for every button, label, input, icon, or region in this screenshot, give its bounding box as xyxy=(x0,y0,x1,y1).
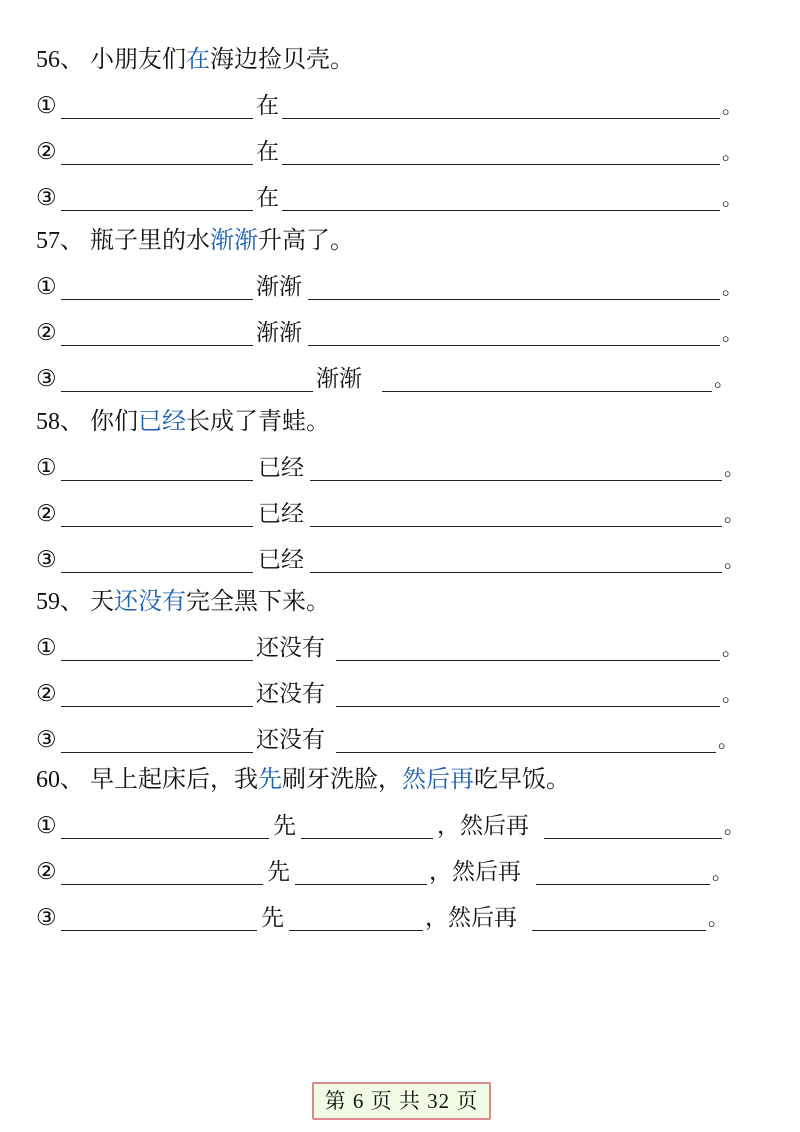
sentence-part: 你们 xyxy=(90,407,138,435)
question-separator: 、 xyxy=(60,587,84,615)
answer-blank[interactable] xyxy=(289,900,423,931)
question-number: 59 xyxy=(36,589,60,615)
end-mark: 。 xyxy=(708,906,728,930)
end-mark: 。 xyxy=(714,367,734,391)
answer-row xyxy=(36,895,776,941)
sentence-part: 天 xyxy=(90,587,114,615)
sentence-part: 刷牙洗脸， xyxy=(282,765,402,793)
circled-number: ② xyxy=(36,501,57,527)
keyword-in-row: 已经 xyxy=(258,547,304,573)
sentence-part: 长成了青蛙。 xyxy=(186,407,330,435)
answer-blank[interactable] xyxy=(310,450,722,481)
keyword-in-row: 在 xyxy=(256,93,279,119)
answer-blank[interactable] xyxy=(532,900,706,931)
circled-number: ③ xyxy=(36,727,57,753)
question-58 xyxy=(36,398,776,583)
keyword: 先 xyxy=(258,765,282,793)
end-mark: 。 xyxy=(718,728,738,752)
end-mark: 。 xyxy=(724,502,744,526)
answer-row xyxy=(36,264,776,310)
end-mark: 。 xyxy=(724,456,744,480)
question-56 xyxy=(36,36,776,221)
circled-number: ③ xyxy=(36,185,57,211)
answer-blank[interactable] xyxy=(61,134,253,165)
question-title xyxy=(36,36,776,83)
answer-blank[interactable] xyxy=(336,676,720,707)
answer-blank[interactable] xyxy=(301,808,433,839)
answer-row xyxy=(36,803,776,849)
answer-blank[interactable] xyxy=(61,88,253,119)
question-title xyxy=(36,578,776,625)
keyword-in-row: ，然后再 xyxy=(437,813,529,839)
answer-blank[interactable] xyxy=(295,854,427,885)
question-number: 56 xyxy=(36,47,60,73)
circled-number: ② xyxy=(36,320,57,346)
question-57 xyxy=(36,217,776,402)
circled-number: ② xyxy=(36,859,57,885)
keyword-in-row: 渐渐 xyxy=(316,366,362,392)
end-mark: 。 xyxy=(722,636,742,660)
keyword-in-row: 还没有 xyxy=(256,681,325,707)
end-mark: 。 xyxy=(722,186,742,210)
answer-blank[interactable] xyxy=(61,900,257,931)
answer-row xyxy=(36,671,776,717)
circled-number: ③ xyxy=(36,547,57,573)
keyword-in-row: 渐渐 xyxy=(256,320,302,346)
question-number: 58 xyxy=(36,409,60,435)
sentence-part: 小朋友们 xyxy=(90,45,186,73)
keyword-in-row: 在 xyxy=(256,139,279,165)
answer-blank[interactable] xyxy=(336,722,716,753)
circled-number: ① xyxy=(36,455,57,481)
page-number-footer: 第 6 页 共 32 页 xyxy=(312,1082,491,1120)
end-mark: 。 xyxy=(712,860,732,884)
keyword: 还没有 xyxy=(114,587,186,615)
question-number: 60 xyxy=(36,767,60,793)
sentence-part: 升高了。 xyxy=(258,226,354,254)
question-separator: 、 xyxy=(60,765,84,793)
answer-blank[interactable] xyxy=(61,180,253,211)
question-title xyxy=(36,398,776,445)
answer-blank[interactable] xyxy=(61,361,313,392)
keyword-in-row: 先 xyxy=(273,813,296,839)
keyword: 渐渐 xyxy=(210,226,258,254)
question-60 xyxy=(36,756,776,941)
circled-number: ③ xyxy=(36,905,57,931)
keyword-in-row: 先 xyxy=(267,859,290,885)
answer-blank[interactable] xyxy=(336,630,720,661)
answer-blank[interactable] xyxy=(61,269,253,300)
answer-row xyxy=(36,625,776,671)
answer-blank[interactable] xyxy=(61,808,269,839)
answer-blank[interactable] xyxy=(282,180,720,211)
end-mark: 。 xyxy=(722,321,742,345)
question-59 xyxy=(36,578,776,763)
sentence-part: 吃早饭。 xyxy=(474,765,570,793)
circled-number: ③ xyxy=(36,366,57,392)
question-separator: 、 xyxy=(60,226,84,254)
answer-row xyxy=(36,175,776,221)
keyword-in-row: 渐渐 xyxy=(256,274,302,300)
keyword-in-row: 在 xyxy=(256,185,279,211)
answer-blank[interactable] xyxy=(61,542,253,573)
answer-blank[interactable] xyxy=(282,88,720,119)
circled-number: ① xyxy=(36,813,57,839)
keyword: 然后再 xyxy=(402,765,474,793)
answer-blank[interactable] xyxy=(61,450,253,481)
answer-row xyxy=(36,491,776,537)
answer-blank[interactable] xyxy=(61,722,253,753)
end-mark: 。 xyxy=(724,814,744,838)
answer-blank[interactable] xyxy=(536,854,710,885)
answer-blank[interactable] xyxy=(61,676,253,707)
end-mark: 。 xyxy=(722,94,742,118)
sentence-part: 海边捡贝壳。 xyxy=(210,45,354,73)
answer-blank[interactable] xyxy=(310,496,722,527)
answer-blank[interactable] xyxy=(544,808,722,839)
keyword: 已经 xyxy=(138,407,186,435)
answer-blank[interactable] xyxy=(282,134,720,165)
keyword-in-row: 已经 xyxy=(258,455,304,481)
circled-number: ① xyxy=(36,274,57,300)
answer-blank[interactable] xyxy=(61,854,263,885)
answer-blank[interactable] xyxy=(310,542,722,573)
circled-number: ② xyxy=(36,681,57,707)
sentence-part: 完全黑下来。 xyxy=(186,587,330,615)
answer-blank[interactable] xyxy=(61,630,253,661)
circled-number: ① xyxy=(36,93,57,119)
question-title xyxy=(36,756,776,803)
answer-row xyxy=(36,849,776,895)
circled-number: ① xyxy=(36,635,57,661)
circled-number: ② xyxy=(36,139,57,165)
keyword-in-row: 还没有 xyxy=(256,635,325,661)
keyword-in-row: 先 xyxy=(261,905,284,931)
question-separator: 、 xyxy=(60,45,84,73)
sentence-part: 瓶子里的水 xyxy=(90,226,210,254)
question-number: 57 xyxy=(36,228,60,254)
end-mark: 。 xyxy=(722,140,742,164)
end-mark: 。 xyxy=(722,275,742,299)
answer-row xyxy=(36,537,776,583)
answer-blank[interactable] xyxy=(308,269,720,300)
keyword-in-row: ，然后再 xyxy=(425,905,517,931)
answer-blank[interactable] xyxy=(382,361,712,392)
answer-blank[interactable] xyxy=(61,315,253,346)
answer-row xyxy=(36,356,776,402)
keyword: 在 xyxy=(186,45,210,73)
answer-row xyxy=(36,445,776,491)
question-separator: 、 xyxy=(60,407,84,435)
question-title xyxy=(36,217,776,264)
keyword-in-row: 已经 xyxy=(258,501,304,527)
answer-row xyxy=(36,129,776,175)
end-mark: 。 xyxy=(722,682,742,706)
answer-row xyxy=(36,83,776,129)
end-mark: 。 xyxy=(724,548,744,572)
keyword-in-row: 还没有 xyxy=(256,727,325,753)
keyword-in-row: ，然后再 xyxy=(429,859,521,885)
answer-blank[interactable] xyxy=(61,496,253,527)
answer-blank[interactable] xyxy=(308,315,720,346)
answer-row xyxy=(36,310,776,356)
sentence-part: 早上起床后，我 xyxy=(90,765,258,793)
